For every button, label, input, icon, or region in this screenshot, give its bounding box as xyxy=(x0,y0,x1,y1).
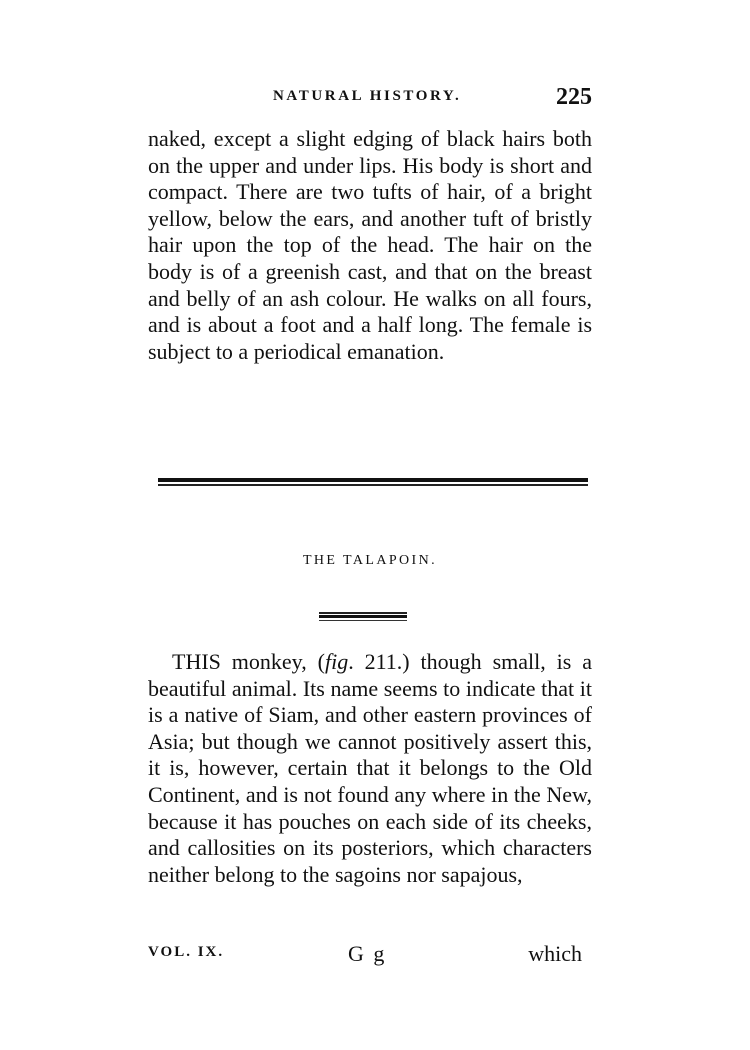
catchword: which xyxy=(528,941,582,966)
running-title: NATURAL HISTORY. xyxy=(273,88,462,104)
heading-ornament-rule xyxy=(319,612,407,620)
section-divider-rule xyxy=(158,478,588,486)
signature-mark: G g xyxy=(348,941,387,966)
page-footer xyxy=(148,941,592,971)
running-head xyxy=(148,84,592,114)
section-paragraph-part1: THIS monkey, ( xyxy=(172,649,325,674)
section-paragraph xyxy=(148,649,592,888)
page-number: 225 xyxy=(556,84,592,110)
section-paragraph-part2: . 211.) though small, is a beautiful animal. Its name seems to indicate that it is a native of Siam, and other eastern provinces of Asia; but though we cannot positively assert this, it is, however, certain that it belongs to the Old Continent, and is not found any where in the New, because it has pouches on each side of its cheeks, and callosities on its posteriors, which characters neither belong to the sagoins nor sapajous, xyxy=(148,649,592,887)
volume-label: VOL. IX. xyxy=(148,944,225,960)
section-heading: THE TALAPOIN. xyxy=(302,553,438,568)
continued-paragraph: naked, except a slight edging of black hairs both on the upper and under lips. His body is short and compact. There are two tufts of hair, of a bright yellow, below the ears, and another tuft of bristly hair upon the top of the head. The hair on the body is of a greenish cast, and that on the breast and belly of an ash colour. He walks on all fours, and is about a foot and a half long. The female is subject to a periodical emanation. xyxy=(148,126,592,364)
figure-reference: fig xyxy=(324,649,349,674)
